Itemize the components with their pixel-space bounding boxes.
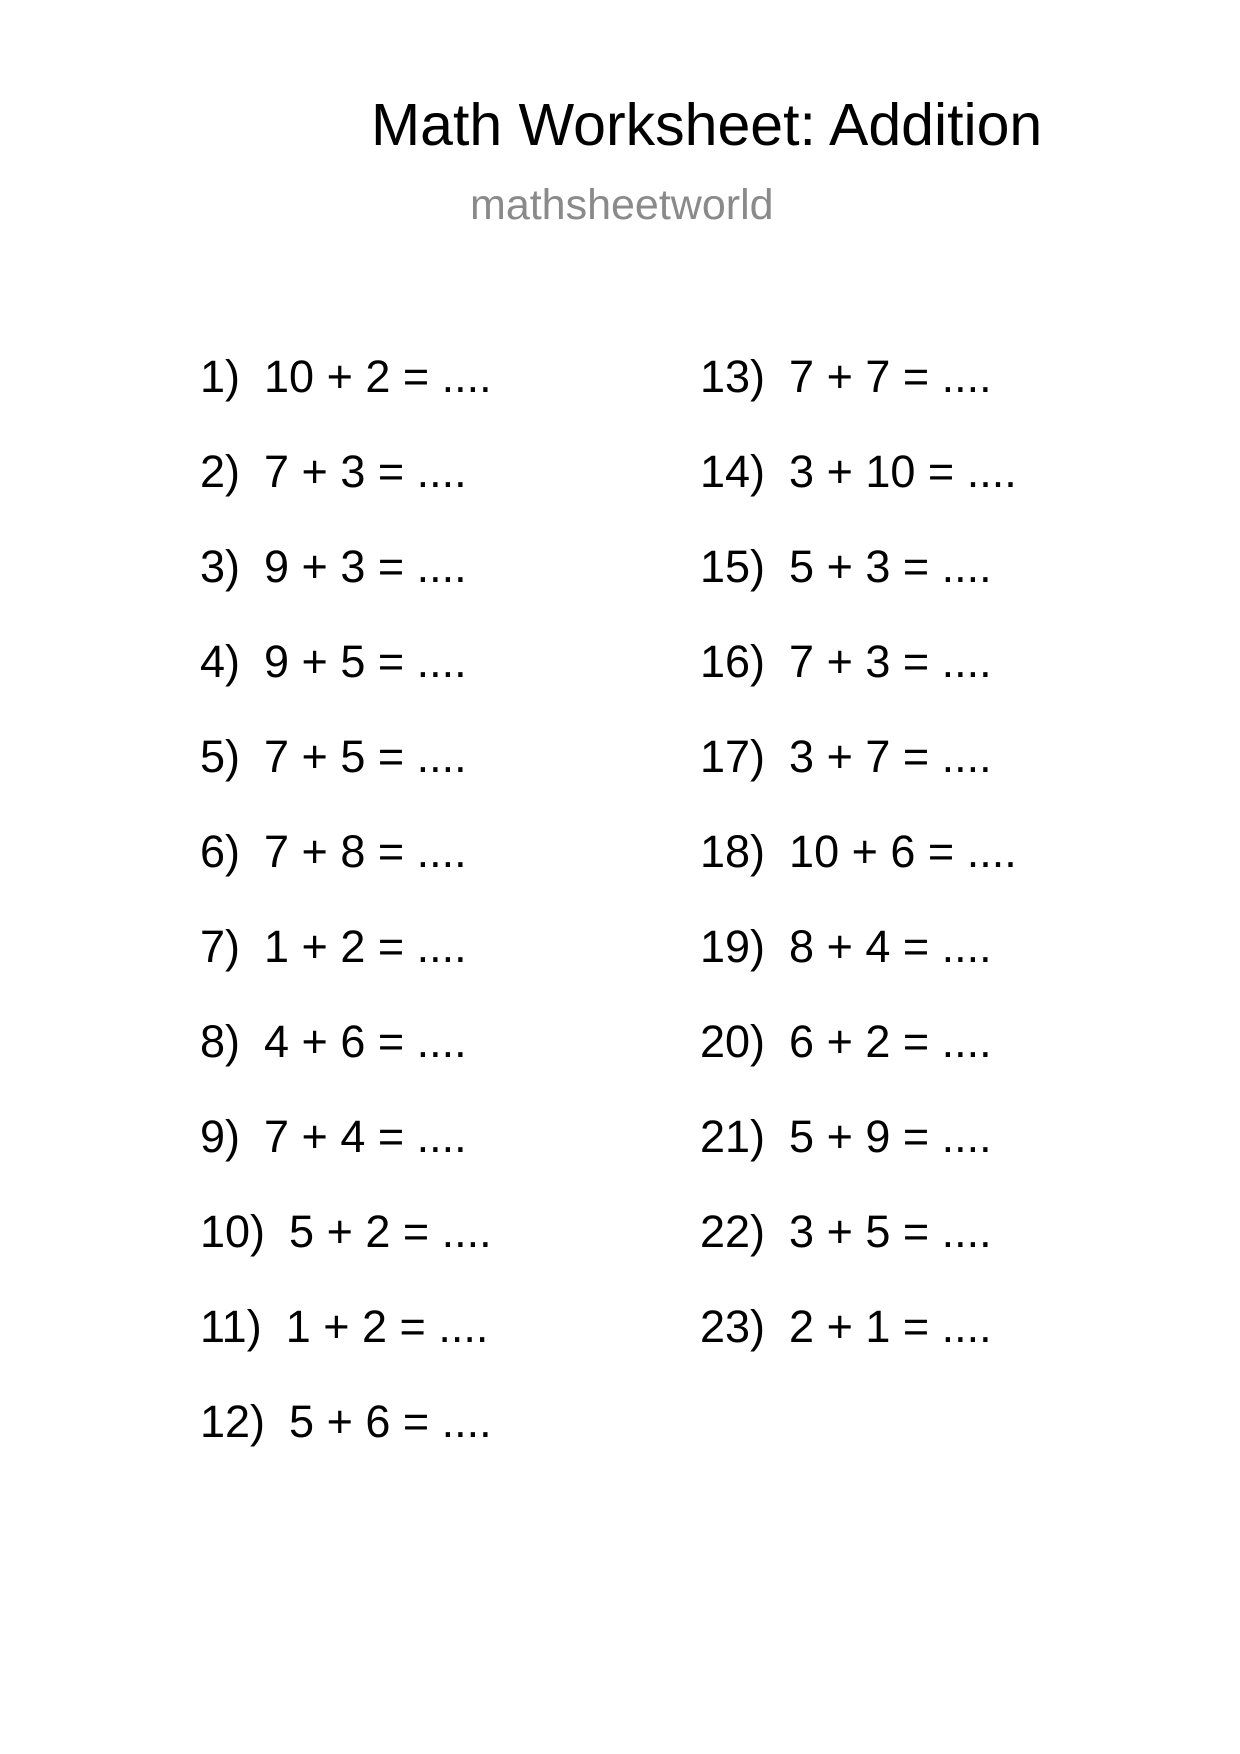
problem-number: 8) (200, 1016, 241, 1067)
problem-expression: 3 + 5 = .... (789, 1206, 992, 1257)
problem-number: 23) (700, 1301, 766, 1352)
problem-item (700, 1016, 1140, 1114)
problem-expression: 7 + 3 = .... (789, 636, 992, 687)
problem-column-right (700, 351, 1140, 1399)
problem-expression: 7 + 7 = .... (789, 351, 992, 402)
problem-item (700, 446, 1140, 544)
problem-number: 21) (700, 1111, 766, 1162)
problem-number: 11) (200, 1301, 262, 1352)
problem-number: 6) (200, 826, 241, 877)
problem-expression: 10 + 2 = .... (264, 351, 492, 402)
problem-number: 5) (200, 731, 241, 782)
problem-expression: 5 + 3 = .... (789, 541, 992, 592)
problem-item (700, 351, 1140, 449)
problem-number: 10) (200, 1206, 266, 1257)
problem-expression: 1 + 2 = .... (264, 921, 467, 972)
problem-item (200, 1111, 640, 1209)
problem-expression: 9 + 3 = .... (264, 541, 467, 592)
problem-expression: 4 + 6 = .... (264, 1016, 467, 1067)
problem-number: 3) (200, 541, 241, 592)
problem-item (200, 1396, 640, 1494)
problem-number: 2) (200, 446, 241, 497)
problem-number: 14) (700, 446, 766, 497)
problem-item (700, 1206, 1140, 1304)
problem-expression: 5 + 9 = .... (789, 1111, 992, 1162)
problem-item (700, 826, 1140, 924)
problem-item (200, 1301, 640, 1399)
problem-number: 13) (700, 351, 766, 402)
problem-column-left (200, 351, 640, 1494)
problem-number: 16) (700, 636, 766, 687)
problem-expression: 7 + 8 = .... (264, 826, 467, 877)
problem-number: 17) (700, 731, 766, 782)
problem-expression: 10 + 6 = .... (789, 826, 1017, 877)
problem-item (700, 541, 1140, 639)
problem-item (700, 921, 1140, 1019)
problem-number: 20) (700, 1016, 766, 1067)
problem-item (200, 1016, 640, 1114)
problem-expression: 9 + 5 = .... (264, 636, 467, 687)
problem-item (700, 1111, 1140, 1209)
problem-number: 19) (700, 921, 766, 972)
page-subtitle: mathsheetworld (470, 181, 774, 229)
problem-expression: 7 + 3 = .... (264, 446, 467, 497)
problem-item (200, 351, 640, 449)
problem-expression: 2 + 1 = .... (789, 1301, 992, 1352)
problem-item (200, 826, 640, 924)
problem-expression: 3 + 7 = .... (789, 731, 992, 782)
problem-number: 7) (200, 921, 241, 972)
problem-number: 4) (200, 636, 241, 687)
problem-expression: 1 + 2 = .... (285, 1301, 489, 1352)
problem-item (200, 731, 640, 829)
problem-number: 9) (200, 1111, 241, 1162)
problem-number: 18) (700, 826, 766, 877)
problem-item (200, 541, 640, 639)
problem-expression: 6 + 2 = .... (789, 1016, 992, 1067)
problem-expression: 8 + 4 = .... (789, 921, 992, 972)
problem-number: 22) (700, 1206, 766, 1257)
problem-number: 15) (700, 541, 766, 592)
problem-expression: 7 + 5 = .... (264, 731, 467, 782)
problem-number: 1) (200, 351, 241, 402)
problem-expression: 5 + 6 = .... (289, 1396, 492, 1447)
problem-number: 12) (200, 1396, 266, 1447)
page-title: Math Worksheet: Addition (371, 92, 1043, 158)
problem-item (700, 731, 1140, 829)
problem-expression: 7 + 4 = .... (264, 1111, 467, 1162)
problem-item (200, 1206, 640, 1304)
problem-item (200, 446, 640, 544)
problem-item (200, 921, 640, 1019)
problem-expression: 3 + 10 = .... (789, 446, 1017, 497)
problem-item (700, 1301, 1140, 1399)
problem-item (200, 636, 640, 734)
problem-expression: 5 + 2 = .... (289, 1206, 492, 1257)
problem-item (700, 636, 1140, 734)
